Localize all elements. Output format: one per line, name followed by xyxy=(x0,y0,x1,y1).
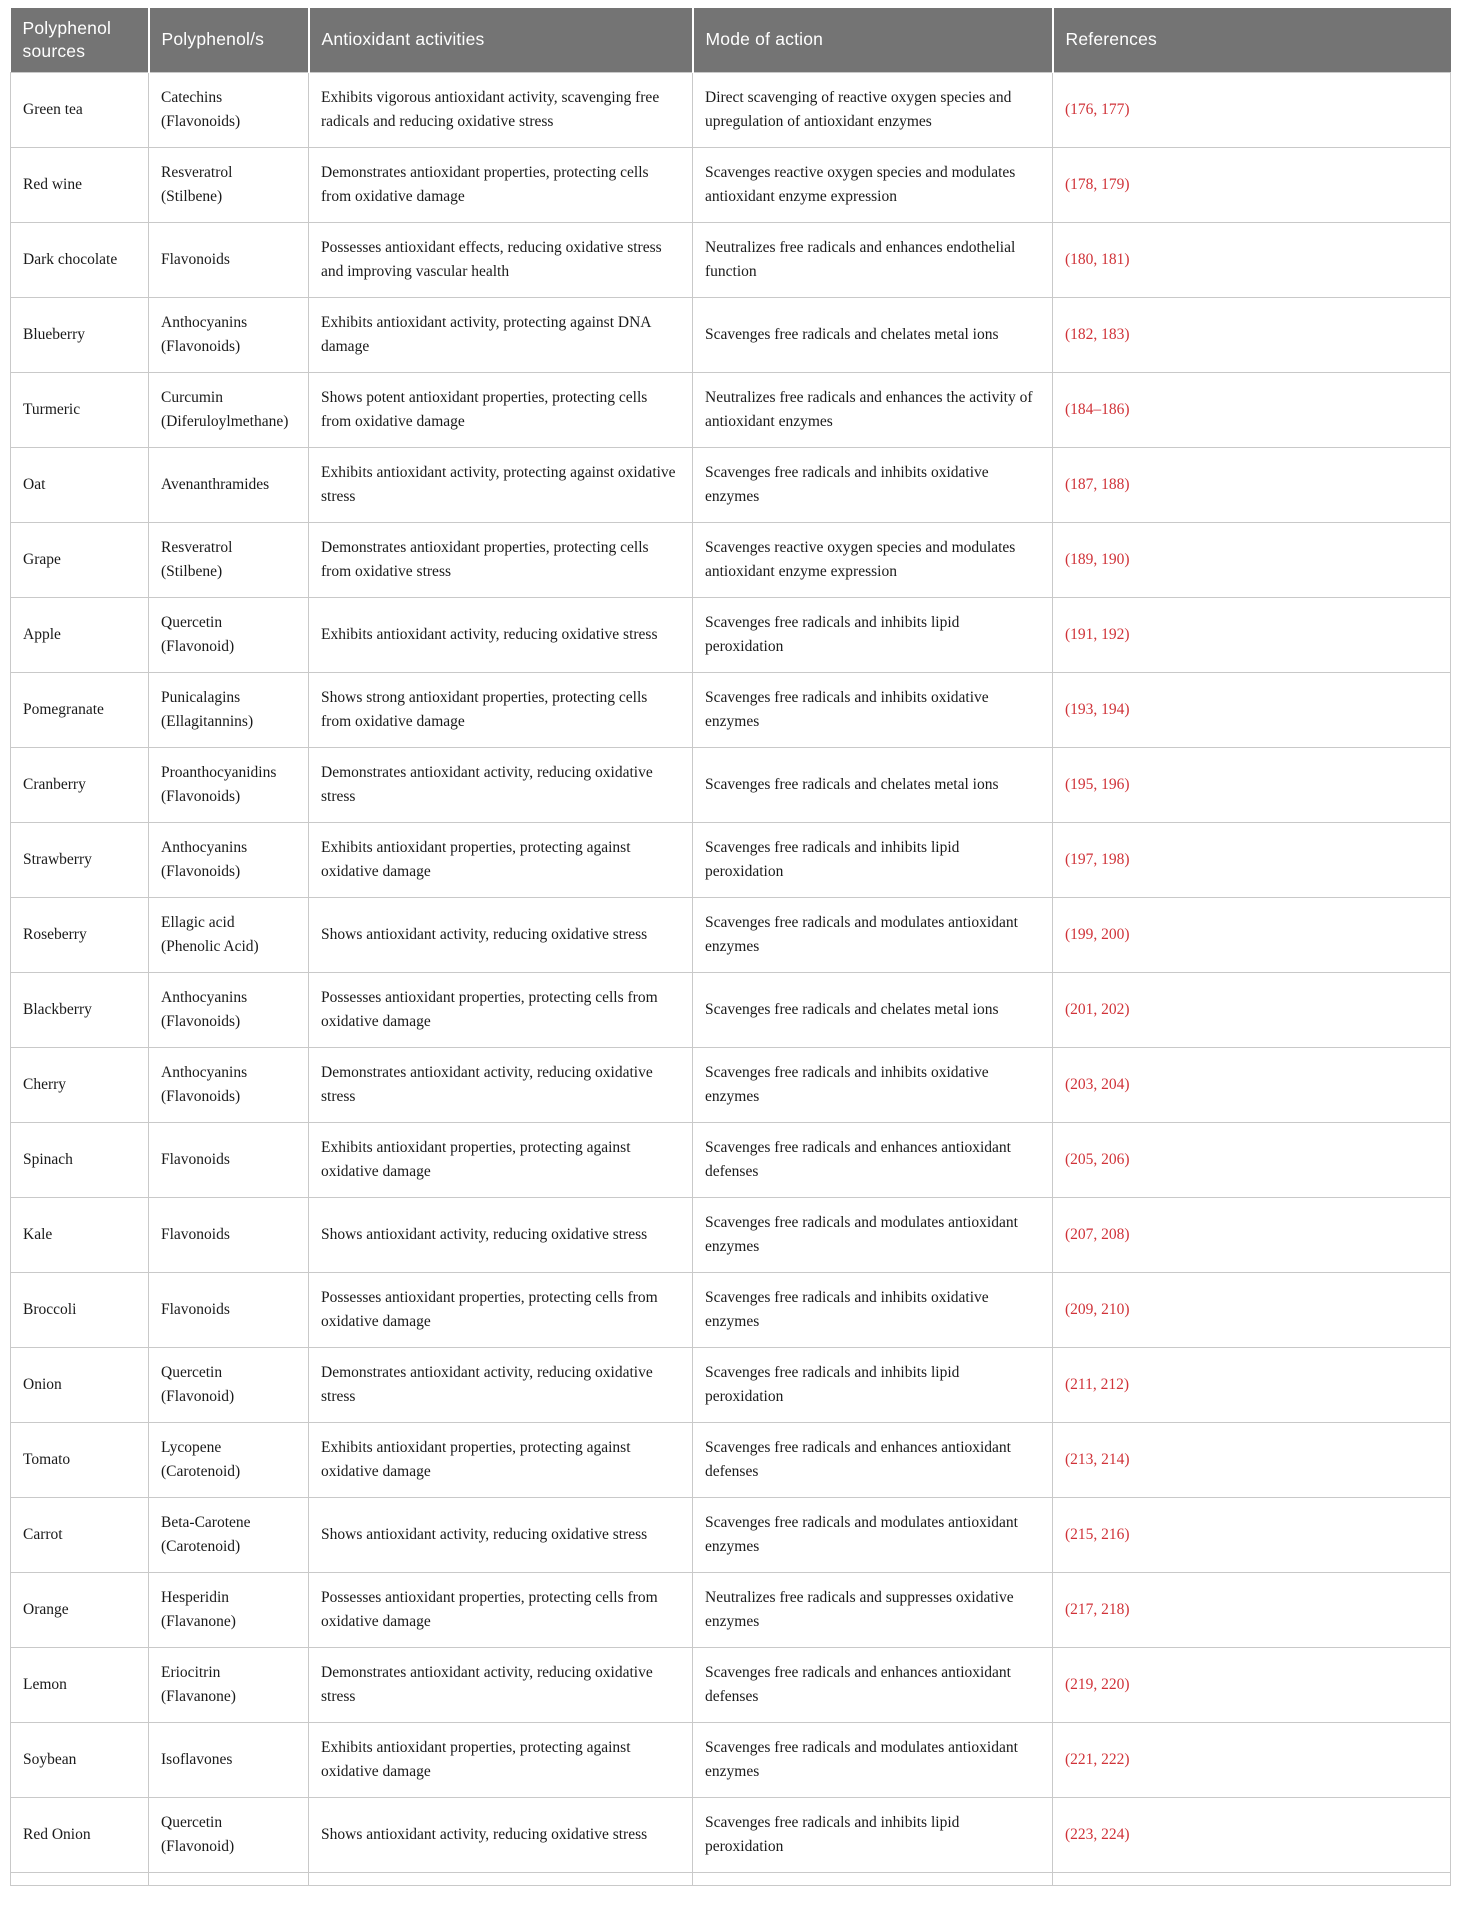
polyphenol-class: (Carotenoid) xyxy=(161,1462,241,1480)
table-row xyxy=(11,147,1451,222)
cell-polyphenol xyxy=(149,822,309,897)
cell-mode: Scavenges free radicals and modulates antioxidant enzymes xyxy=(693,1722,1053,1797)
cell-mode: Scavenges free radicals and enhances antioxidant defenses xyxy=(693,1122,1053,1197)
cell-activity: Demonstrates antioxidant properties, protecting cells from oxidative stress xyxy=(309,522,693,597)
cell-polyphenol xyxy=(149,1347,309,1422)
cell-references xyxy=(1053,597,1451,672)
cell-mode: Scavenges free radicals and modulates antioxidant enzymes xyxy=(693,1197,1053,1272)
cell-references xyxy=(1053,897,1451,972)
cell-activity: Exhibits antioxidant activity, protecting against oxidative stress xyxy=(309,447,693,522)
cell-references xyxy=(1053,1572,1451,1647)
cell-source: Apple xyxy=(11,597,149,672)
header-row xyxy=(11,8,1451,72)
cell-mode: Neutralizes free radicals and enhances endothelial function xyxy=(693,222,1053,297)
table-footer xyxy=(11,1872,1451,1885)
reference-link[interactable]: (184–186) xyxy=(1065,400,1130,418)
polyphenol-name: Catechins xyxy=(161,89,223,107)
reference-link[interactable]: (195, 196) xyxy=(1065,775,1130,793)
polyphenol-name: Lycopene xyxy=(161,1439,222,1457)
polyphenol-class: (Flavonoids) xyxy=(161,112,241,130)
cell-activity: Exhibits antioxidant properties, protecting against oxidative damage xyxy=(309,1422,693,1497)
reference-link[interactable]: (215, 216) xyxy=(1065,1525,1130,1543)
cell-activity: Exhibits vigorous antioxidant activity, scavenging free radicals and reducing oxidative stress xyxy=(309,72,693,147)
polyphenol-class: (Flavonoid) xyxy=(161,1387,235,1405)
cell-activity: Shows potent antioxidant properties, protecting cells from oxidative damage xyxy=(309,372,693,447)
cell-source: Cranberry xyxy=(11,747,149,822)
polyphenol-name: Ellagic acid xyxy=(161,914,235,932)
cell-polyphenol xyxy=(149,522,309,597)
reference-link[interactable]: (199, 200) xyxy=(1065,925,1130,943)
column-header-polyphenol-sources: Polyphenol sources xyxy=(11,8,149,72)
table-row xyxy=(11,372,1451,447)
polyphenol-class: (Flavonoid) xyxy=(161,637,235,655)
cell-activity: Shows antioxidant activity, reducing oxidative stress xyxy=(309,1797,693,1872)
cell-source: Red wine xyxy=(11,147,149,222)
cell-polyphenol xyxy=(149,1197,309,1272)
polyphenol-name: Proanthocyanidins xyxy=(161,764,277,782)
cell-source: Dark chocolate xyxy=(11,222,149,297)
column-header-antioxidant-activities: Antioxidant activities xyxy=(309,8,693,72)
cell-source: Cherry xyxy=(11,1047,149,1122)
partial-cell xyxy=(693,1872,1053,1885)
polyphenol-name: Beta-Carotene xyxy=(161,1514,251,1532)
cell-mode: Scavenges free radicals and enhances antioxidant defenses xyxy=(693,1647,1053,1722)
cell-references xyxy=(1053,747,1451,822)
cell-activity: Possesses antioxidant properties, protecting cells from oxidative damage xyxy=(309,1272,693,1347)
cell-source: Green tea xyxy=(11,72,149,147)
polyphenol-name: Quercetin xyxy=(161,1364,223,1382)
cell-source: Soybean xyxy=(11,1722,149,1797)
reference-link[interactable]: (207, 208) xyxy=(1065,1225,1130,1243)
cell-activity: Exhibits antioxidant properties, protecting against oxidative damage xyxy=(309,1122,693,1197)
cell-references xyxy=(1053,147,1451,222)
cell-mode: Scavenges free radicals and inhibits lipid peroxidation xyxy=(693,822,1053,897)
cell-source: Kale xyxy=(11,1197,149,1272)
column-header-polyphenols: Polyphenol/s xyxy=(149,8,309,72)
polyphenol-name: Eriocitrin xyxy=(161,1664,221,1682)
table-body xyxy=(11,72,1451,1872)
cell-activity: Demonstrates antioxidant activity, reducing oxidative stress xyxy=(309,1347,693,1422)
cell-references xyxy=(1053,1422,1451,1497)
column-header-mode-of-action: Mode of action xyxy=(693,8,1053,72)
cell-activity: Shows strong antioxidant properties, protecting cells from oxidative damage xyxy=(309,672,693,747)
cell-mode: Scavenges reactive oxygen species and modulates antioxidant enzyme expression xyxy=(693,147,1053,222)
polyphenol-name: Flavonoids xyxy=(161,1300,230,1318)
reference-link[interactable]: (180, 181) xyxy=(1065,250,1130,268)
cell-activity: Demonstrates antioxidant activity, reducing oxidative stress xyxy=(309,1047,693,1122)
cell-mode: Scavenges free radicals and inhibits lipid peroxidation xyxy=(693,597,1053,672)
polyphenol-table xyxy=(10,8,1451,1886)
reference-link[interactable]: (213, 214) xyxy=(1065,1450,1130,1468)
cell-polyphenol xyxy=(149,372,309,447)
reference-link[interactable]: (178, 179) xyxy=(1065,175,1130,193)
cell-source: Lemon xyxy=(11,1647,149,1722)
polyphenol-name: Isoflavones xyxy=(161,1750,233,1768)
cell-source: Turmeric xyxy=(11,372,149,447)
polyphenol-name: Quercetin xyxy=(161,1814,223,1832)
cell-mode: Neutralizes free radicals and suppresses oxidative enzymes xyxy=(693,1572,1053,1647)
cell-activity: Demonstrates antioxidant activity, reducing oxidative stress xyxy=(309,747,693,822)
cell-mode: Scavenges free radicals and inhibits oxidative enzymes xyxy=(693,1047,1053,1122)
cell-source: Broccoli xyxy=(11,1272,149,1347)
cell-activity: Exhibits antioxidant activity, protecting against DNA damage xyxy=(309,297,693,372)
table-row xyxy=(11,972,1451,1047)
cell-mode: Scavenges reactive oxygen species and modulates antioxidant enzyme expression xyxy=(693,522,1053,597)
cell-references xyxy=(1053,222,1451,297)
cell-activity: Possesses antioxidant properties, protecting cells from oxidative damage xyxy=(309,972,693,1047)
cell-mode: Scavenges free radicals and inhibits lipid peroxidation xyxy=(693,1797,1053,1872)
table-row xyxy=(11,597,1451,672)
cell-polyphenol xyxy=(149,1572,309,1647)
cell-source: Roseberry xyxy=(11,897,149,972)
reference-link[interactable]: (191, 192) xyxy=(1065,625,1130,643)
cell-polyphenol xyxy=(149,1047,309,1122)
cell-polyphenol xyxy=(149,597,309,672)
cell-mode: Scavenges free radicals and inhibits oxidative enzymes xyxy=(693,1272,1053,1347)
cell-source: Pomegranate xyxy=(11,672,149,747)
cell-source: Grape xyxy=(11,522,149,597)
cell-source: Carrot xyxy=(11,1497,149,1572)
cell-mode: Scavenges free radicals and enhances antioxidant defenses xyxy=(693,1422,1053,1497)
cell-references xyxy=(1053,447,1451,522)
polyphenol-name: Hesperidin xyxy=(161,1589,230,1607)
cell-activity: Demonstrates antioxidant properties, protecting cells from oxidative damage xyxy=(309,147,693,222)
table-row xyxy=(11,1572,1451,1647)
table-row xyxy=(11,297,1451,372)
polyphenol-class: (Flavonoid) xyxy=(161,1837,235,1855)
reference-link[interactable]: (217, 218) xyxy=(1065,1600,1130,1618)
cell-source: Red Onion xyxy=(11,1797,149,1872)
cell-polyphenol xyxy=(149,1647,309,1722)
cell-mode: Scavenges free radicals and chelates metal ions xyxy=(693,297,1053,372)
reference-link[interactable]: (182, 183) xyxy=(1065,325,1130,343)
cell-references xyxy=(1053,1647,1451,1722)
cell-references xyxy=(1053,1197,1451,1272)
cell-mode: Neutralizes free radicals and enhances the activity of antioxidant enzymes xyxy=(693,372,1053,447)
reference-link[interactable]: (201, 202) xyxy=(1065,1000,1130,1018)
reference-link[interactable]: (193, 194) xyxy=(1065,700,1130,718)
partial-bottom-row xyxy=(11,1872,1451,1885)
polyphenol-name: Flavonoids xyxy=(161,250,230,268)
cell-activity: Possesses antioxidant properties, protecting cells from oxidative damage xyxy=(309,1572,693,1647)
cell-mode: Scavenges free radicals and inhibits lipid peroxidation xyxy=(693,1347,1053,1422)
cell-polyphenol xyxy=(149,1422,309,1497)
polyphenol-class: (Flavonoids) xyxy=(161,337,241,355)
polyphenol-name: Flavonoids xyxy=(161,1150,230,1168)
polyphenol-name: Resveratrol xyxy=(161,164,233,182)
polyphenol-class: (Carotenoid) xyxy=(161,1537,241,1555)
cell-polyphenol xyxy=(149,972,309,1047)
column-header-references: References xyxy=(1053,8,1451,72)
polyphenol-name: Anthocyanins xyxy=(161,314,248,332)
cell-references xyxy=(1053,1497,1451,1572)
cell-references xyxy=(1053,1272,1451,1347)
reference-link[interactable]: (209, 210) xyxy=(1065,1300,1130,1318)
table-row xyxy=(11,1422,1451,1497)
table-row xyxy=(11,1047,1451,1122)
polyphenol-class: (Flavanone) xyxy=(161,1612,236,1630)
polyphenol-class: (Diferuloylmethane) xyxy=(161,412,289,430)
cell-polyphenol xyxy=(149,1722,309,1797)
cell-references xyxy=(1053,1347,1451,1422)
cell-source: Tomato xyxy=(11,1422,149,1497)
cell-mode: Scavenges free radicals and chelates metal ions xyxy=(693,747,1053,822)
cell-mode: Direct scavenging of reactive oxygen species and upregulation of antioxidant enzymes xyxy=(693,72,1053,147)
cell-polyphenol xyxy=(149,297,309,372)
reference-link[interactable]: (219, 220) xyxy=(1065,1675,1130,1693)
partial-cell xyxy=(149,1872,309,1885)
cell-activity: Demonstrates antioxidant activity, reducing oxidative stress xyxy=(309,1647,693,1722)
cell-polyphenol xyxy=(149,72,309,147)
cell-references xyxy=(1053,1722,1451,1797)
reference-link[interactable]: (211, 212) xyxy=(1065,1375,1129,1393)
cell-mode: Scavenges free radicals and chelates metal ions xyxy=(693,972,1053,1047)
cell-references xyxy=(1053,822,1451,897)
cell-source: Strawberry xyxy=(11,822,149,897)
cell-activity: Exhibits antioxidant properties, protecting against oxidative damage xyxy=(309,822,693,897)
cell-references xyxy=(1053,972,1451,1047)
partial-cell xyxy=(309,1872,693,1885)
table-row xyxy=(11,672,1451,747)
cell-mode: Scavenges free radicals and inhibits oxidative enzymes xyxy=(693,672,1053,747)
cell-activity: Shows antioxidant activity, reducing oxidative stress xyxy=(309,1197,693,1272)
cell-references xyxy=(1053,72,1451,147)
partial-cell xyxy=(11,1872,149,1885)
cell-polyphenol xyxy=(149,447,309,522)
cell-source: Blackberry xyxy=(11,972,149,1047)
reference-link[interactable]: (203, 204) xyxy=(1065,1075,1130,1093)
polyphenol-class: (Stilbene) xyxy=(161,562,223,580)
table-row xyxy=(11,1347,1451,1422)
reference-link[interactable]: (187, 188) xyxy=(1065,475,1130,493)
cell-polyphenol xyxy=(149,1497,309,1572)
cell-activity: Exhibits antioxidant properties, protecting against oxidative damage xyxy=(309,1722,693,1797)
reference-link[interactable]: (197, 198) xyxy=(1065,850,1130,868)
table-row xyxy=(11,222,1451,297)
polyphenol-class: (Phenolic Acid) xyxy=(161,937,259,955)
polyphenol-class: (Ellagitannins) xyxy=(161,712,254,730)
cell-references xyxy=(1053,672,1451,747)
table-row xyxy=(11,897,1451,972)
cell-references xyxy=(1053,1797,1451,1872)
cell-polyphenol xyxy=(149,1797,309,1872)
polyphenol-class: (Flavonoids) xyxy=(161,862,241,880)
table-row xyxy=(11,72,1451,147)
cell-references xyxy=(1053,297,1451,372)
cell-activity: Possesses antioxidant effects, reducing oxidative stress and improving vascular health xyxy=(309,222,693,297)
cell-source: Blueberry xyxy=(11,297,149,372)
cell-activity: Exhibits antioxidant activity, reducing oxidative stress xyxy=(309,597,693,672)
table-row xyxy=(11,1797,1451,1872)
polyphenol-class: (Flavonoids) xyxy=(161,787,241,805)
polyphenol-class: (Stilbene) xyxy=(161,187,223,205)
cell-polyphenol xyxy=(149,147,309,222)
table-row xyxy=(11,1647,1451,1722)
cell-mode: Scavenges free radicals and modulates antioxidant enzymes xyxy=(693,1497,1053,1572)
polyphenol-class: (Flavonoids) xyxy=(161,1012,241,1030)
cell-source: Oat xyxy=(11,447,149,522)
table-row xyxy=(11,1722,1451,1797)
table-row xyxy=(11,822,1451,897)
table-row xyxy=(11,1272,1451,1347)
reference-link[interactable]: (223, 224) xyxy=(1065,1825,1130,1843)
cell-polyphenol xyxy=(149,222,309,297)
cell-mode: Scavenges free radicals and inhibits oxidative enzymes xyxy=(693,447,1053,522)
polyphenol-name: Flavonoids xyxy=(161,1225,230,1243)
polyphenol-name: Anthocyanins xyxy=(161,1064,248,1082)
cell-references xyxy=(1053,372,1451,447)
table-row xyxy=(11,1122,1451,1197)
table-row xyxy=(11,1197,1451,1272)
polyphenol-name: Curcumin xyxy=(161,389,223,407)
table-row xyxy=(11,447,1451,522)
partial-cell xyxy=(1053,1872,1451,1885)
table-row xyxy=(11,1497,1451,1572)
cell-activity: Shows antioxidant activity, reducing oxidative stress xyxy=(309,1497,693,1572)
reference-link[interactable]: (221, 222) xyxy=(1065,1750,1130,1768)
polyphenol-name: Anthocyanins xyxy=(161,989,248,1007)
cell-mode: Scavenges free radicals and modulates antioxidant enzymes xyxy=(693,897,1053,972)
cell-polyphenol xyxy=(149,747,309,822)
table-header xyxy=(11,8,1451,72)
cell-activity: Shows antioxidant activity, reducing oxidative stress xyxy=(309,897,693,972)
reference-link[interactable]: (189, 190) xyxy=(1065,550,1130,568)
polyphenol-name: Anthocyanins xyxy=(161,839,248,857)
cell-polyphenol xyxy=(149,897,309,972)
reference-link[interactable]: (205, 206) xyxy=(1065,1150,1130,1168)
cell-source: Onion xyxy=(11,1347,149,1422)
polyphenol-name: Punicalagins xyxy=(161,689,241,707)
cell-polyphenol xyxy=(149,1272,309,1347)
polyphenol-class: (Flavanone) xyxy=(161,1687,236,1705)
cell-references xyxy=(1053,1047,1451,1122)
polyphenol-name: Quercetin xyxy=(161,614,223,632)
cell-source: Spinach xyxy=(11,1122,149,1197)
polyphenol-name: Resveratrol xyxy=(161,539,233,557)
cell-references xyxy=(1053,1122,1451,1197)
cell-polyphenol xyxy=(149,672,309,747)
table-row xyxy=(11,747,1451,822)
table-row xyxy=(11,522,1451,597)
reference-link[interactable]: (176, 177) xyxy=(1065,100,1130,118)
polyphenol-class: (Flavonoids) xyxy=(161,1087,241,1105)
polyphenol-name: Avenanthramides xyxy=(161,475,270,493)
cell-source: Orange xyxy=(11,1572,149,1647)
cell-polyphenol xyxy=(149,1122,309,1197)
cell-references xyxy=(1053,522,1451,597)
